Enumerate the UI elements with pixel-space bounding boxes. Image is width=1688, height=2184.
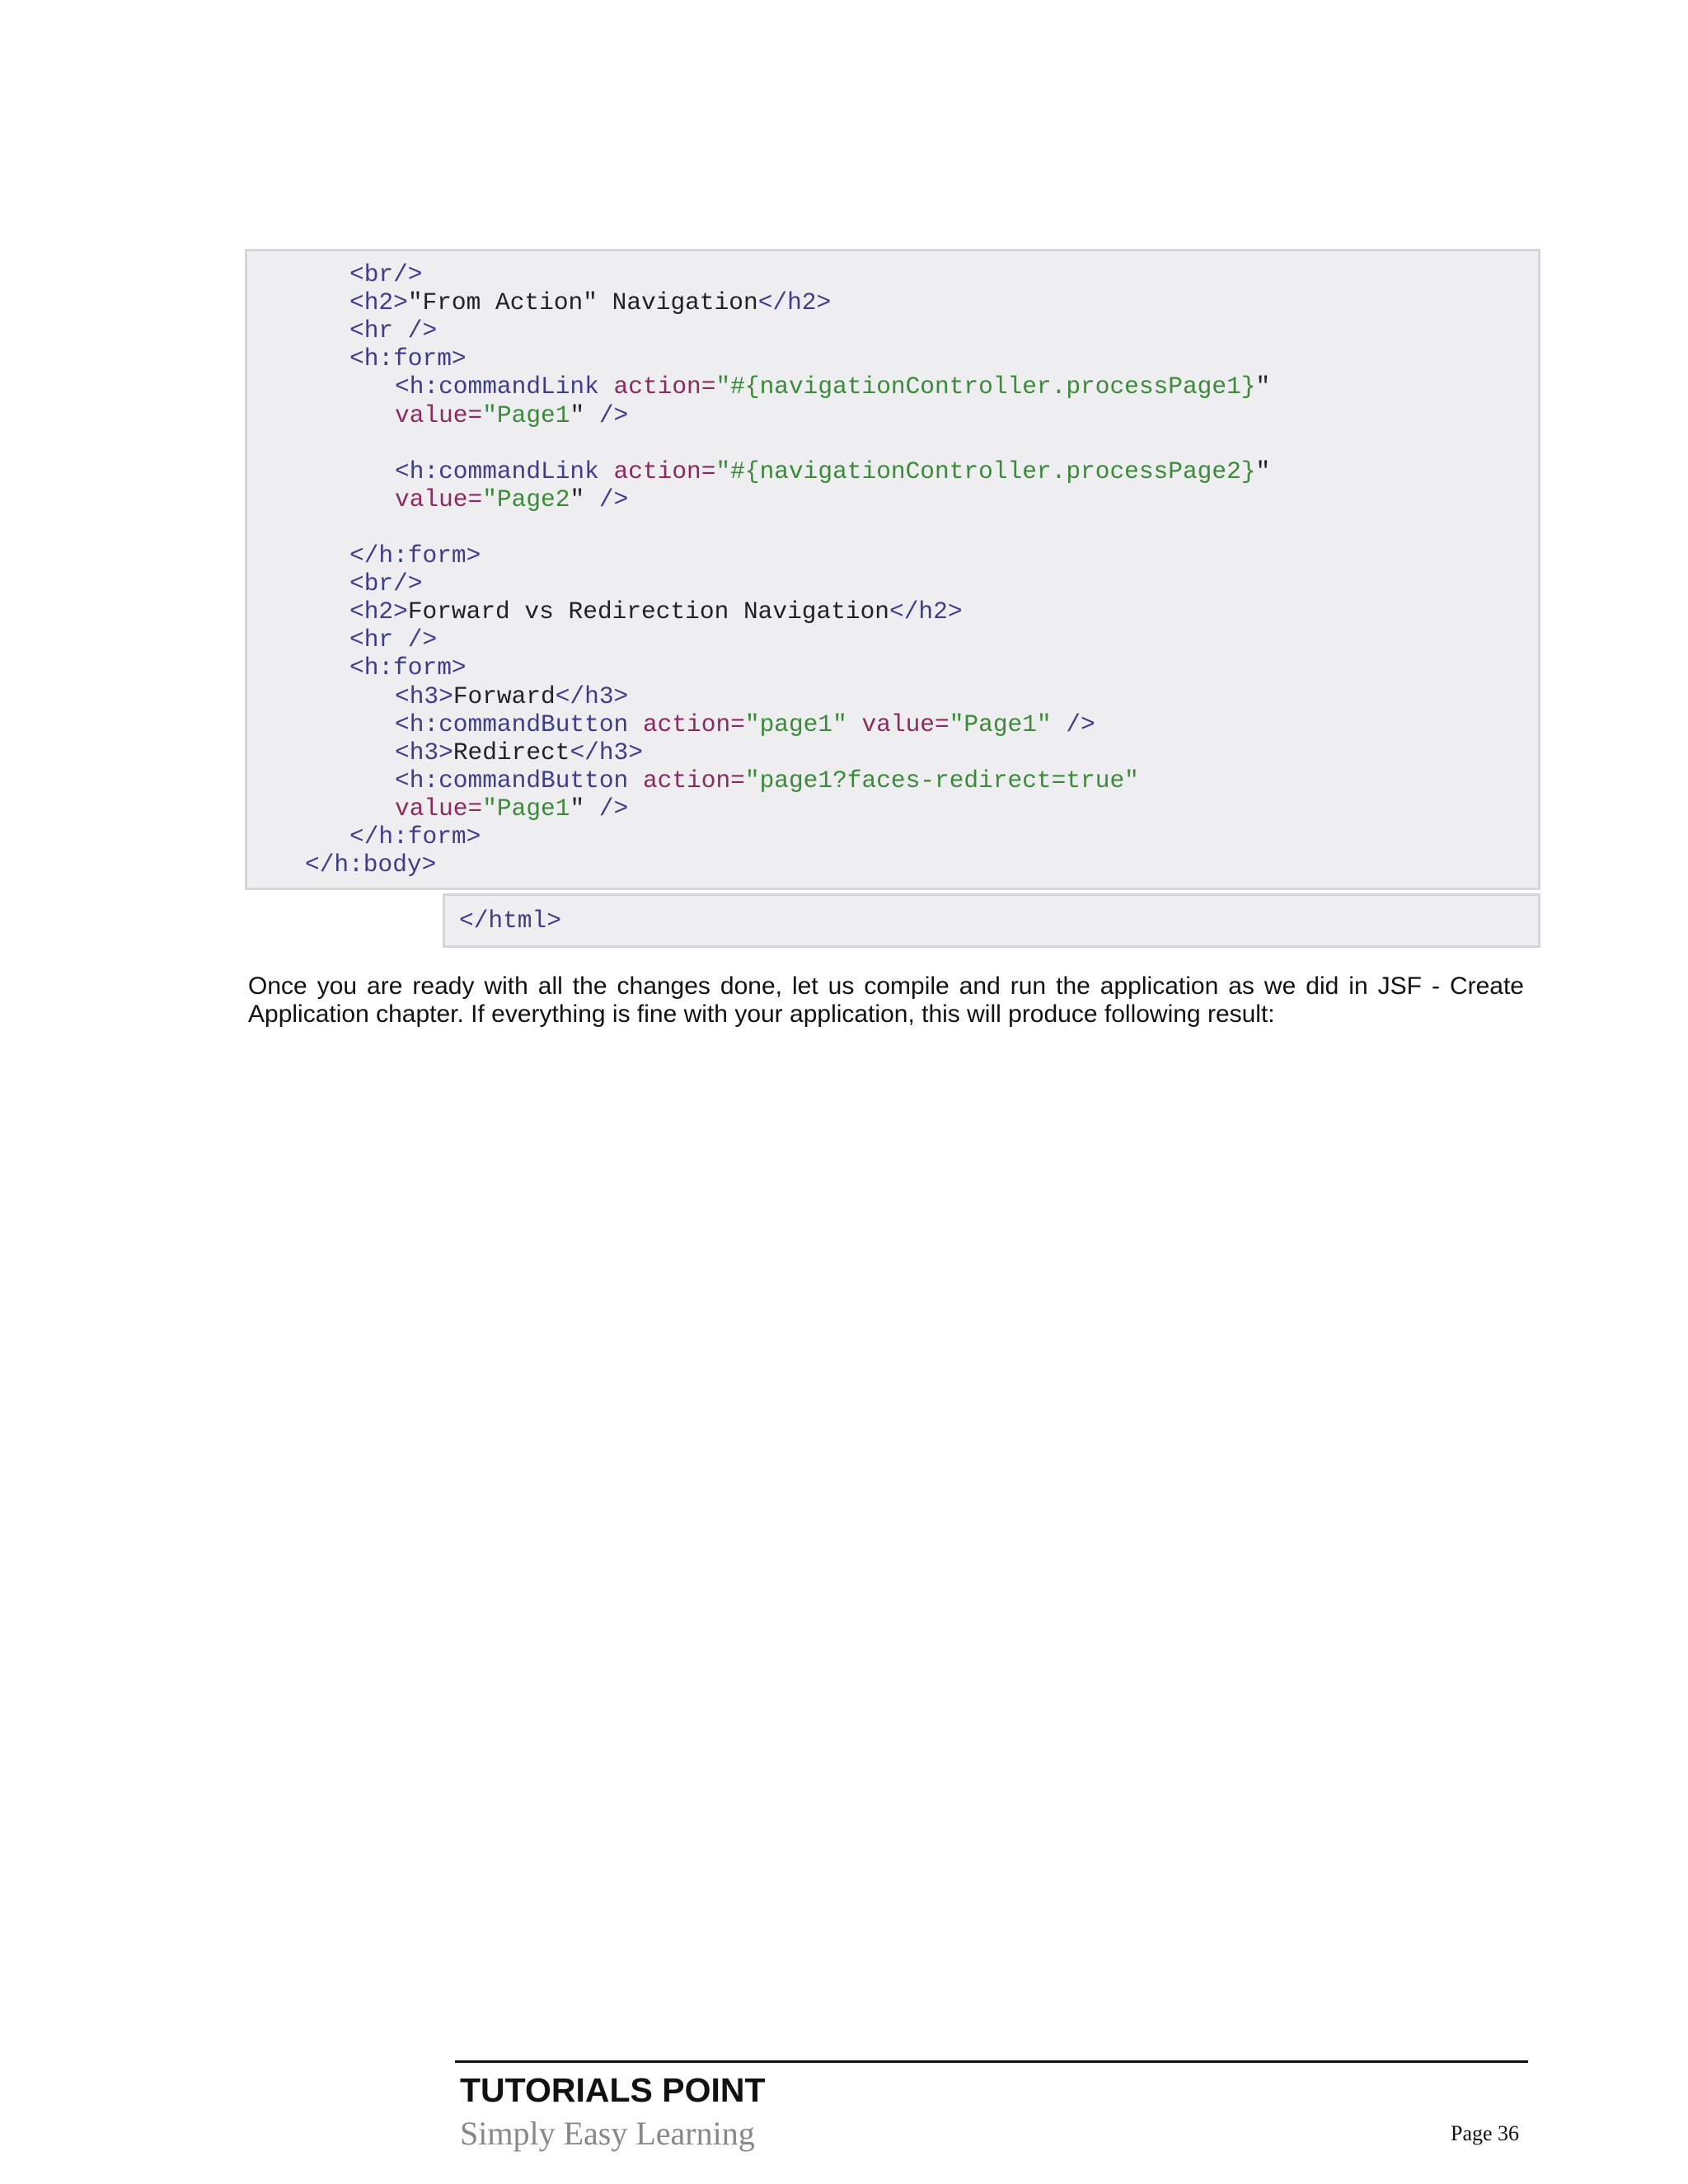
code-block-closing — [443, 893, 1540, 948]
code-line-closing: </html> — [459, 907, 561, 935]
code-line: <h3>Forward</h3> — [395, 682, 629, 710]
code-line: <h2>Forward vs Redirection Navigation</h2> — [349, 598, 963, 626]
code-line: <hr /> — [349, 316, 438, 345]
code-line: <hr /> — [349, 626, 438, 654]
code-line: </h:form> — [349, 541, 481, 569]
footer-brand: TUTORIALS POINT — [460, 2071, 766, 2109]
code-line: </h:body> — [305, 851, 437, 879]
code-line: </h:form> — [349, 823, 481, 851]
code-line: <br/> — [349, 569, 423, 598]
code-line: <h:commandButton action="page1?faces-redirect=true" — [395, 766, 1139, 794]
footer-rule — [455, 2060, 1528, 2063]
code-line: <h:commandLink action="#{navigationController.processPage1}" — [395, 373, 1271, 401]
code-line: value="Page2" /> — [395, 485, 629, 513]
code-line: <br/> — [349, 260, 423, 288]
body-paragraph: Once you are ready with all the changes done, let us compile and run the application as we did in JSF - Create Application chapter. If everything is fine with your application, this will produce following result: — [248, 972, 1524, 1028]
page-number: Page 36 — [1451, 2121, 1520, 2145]
footer-tagline: Simply Easy Learning — [460, 2115, 755, 2152]
code-line: <h2>"From Action" Navigation</h2> — [349, 288, 832, 317]
code-line: <h:form> — [349, 344, 467, 373]
code-line: <h:form> — [349, 654, 467, 682]
code-line: <h3>Redirect</h3> — [395, 738, 643, 766]
code-line: value="Page1" /> — [395, 401, 629, 429]
code-line: <h:commandLink action="#{navigationController.processPage2}" — [395, 457, 1271, 485]
code-line: <h:commandButton action="page1" value="Page1" /> — [395, 710, 1095, 738]
code-line: value="Page1" /> — [395, 794, 629, 823]
